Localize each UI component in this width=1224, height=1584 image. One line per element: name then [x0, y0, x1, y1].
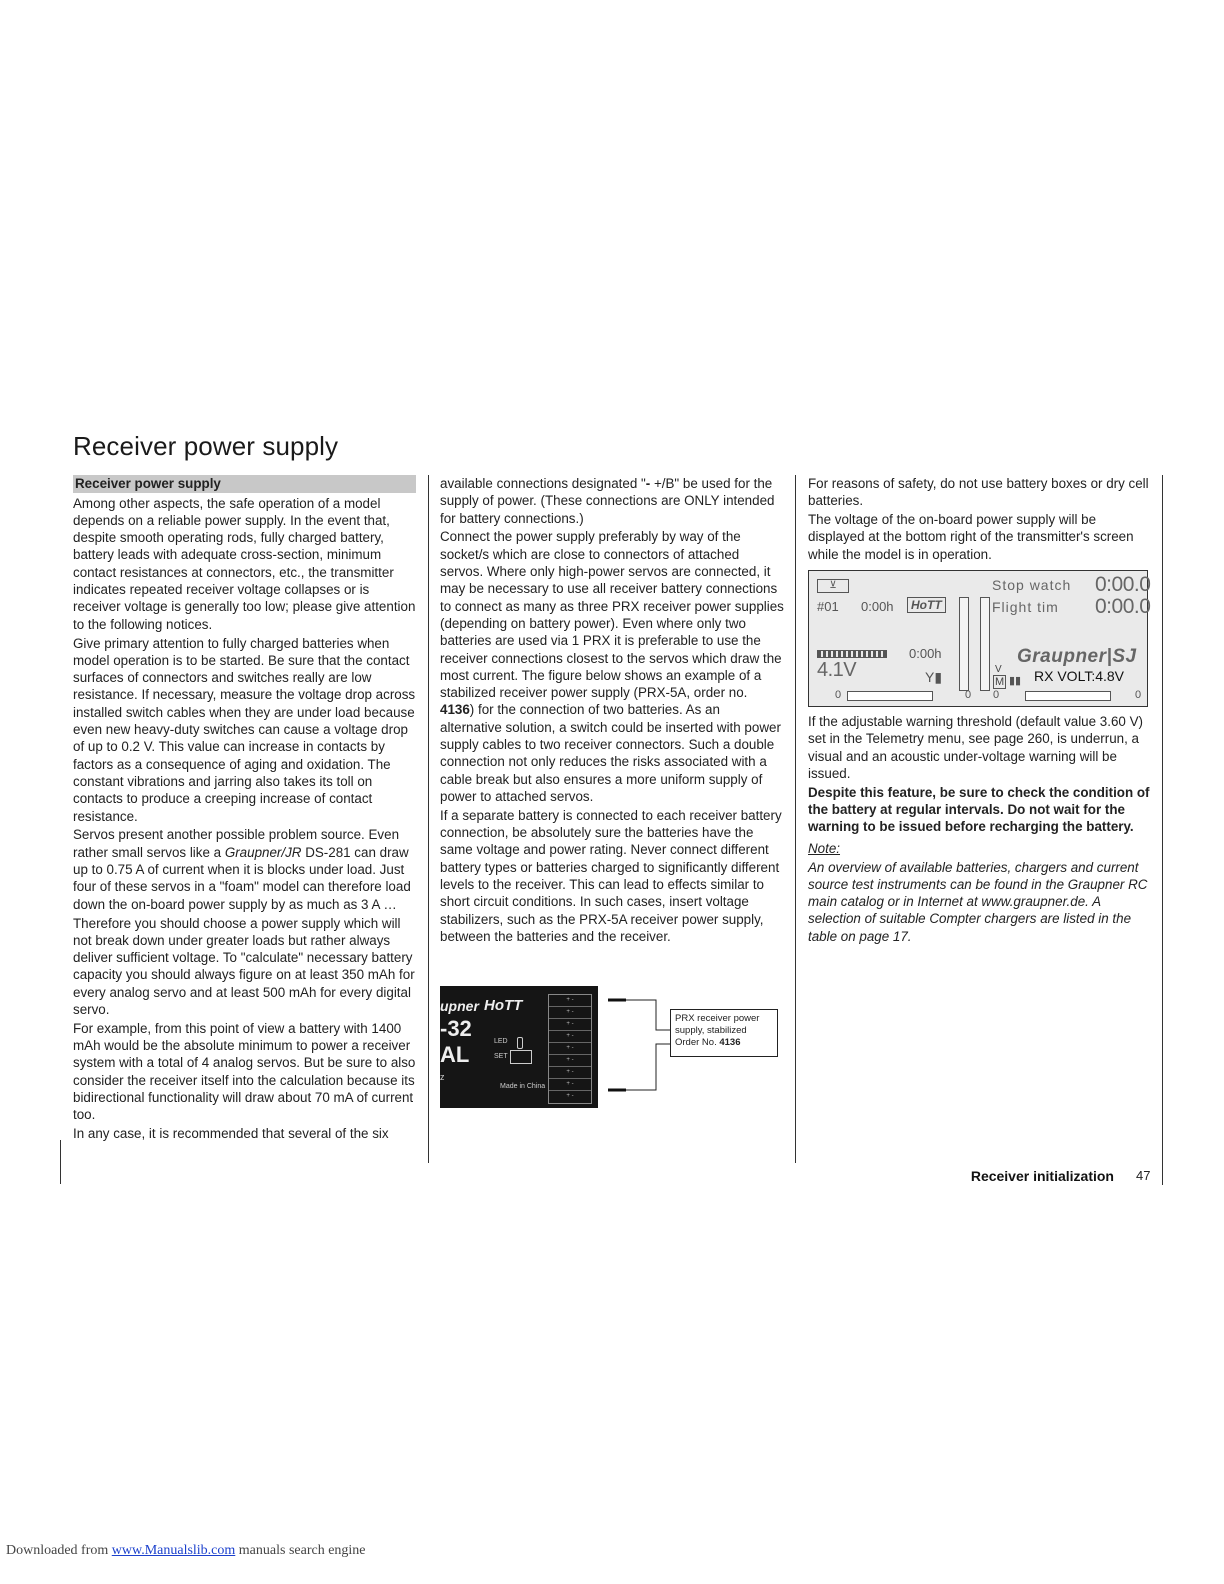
column-rule-1 — [428, 475, 429, 1163]
column-2 — [440, 475, 785, 947]
callout-order-number: 4136 — [719, 1037, 741, 1048]
operating-time: 0:00h — [909, 646, 942, 661]
paragraph-text: Connect the power supply preferably by way of the socket/s which are close to connectors of attached servos. Where only high-power servos are connected, it may be necessary to use all receiver battery connections to connect as many as three PRX receiver power supplies (depending on battery power). Even where only two batteries are used via 1 PRX it is preferable to use the receiver connections closest to the servos which draw the most current. The figure below shows an example of a stabilized receiver power supply (PRX-5A, order no. — [440, 529, 784, 701]
warning-paragraph: Despite this feature, be sure to check the condition of the battery at regular intervals. Do not wait for the warning to be issued before recharging the battery. — [808, 784, 1150, 835]
model-number: #01 — [817, 599, 839, 614]
receiver-hott-logo: HoTT — [484, 997, 523, 1014]
antenna-signal-icon: Y▮ — [925, 669, 943, 685]
trim-zero-2: 0 — [965, 689, 972, 701]
paragraph-text: Servos present another possible problem source. Even rather small servos like a — [73, 827, 400, 860]
pin-row: + - — [549, 1043, 591, 1055]
rx-signal-icon: ▮▮ — [1009, 675, 1022, 687]
paragraph: In any case, it is recommended that several of the six — [73, 1126, 389, 1142]
callout-connector — [606, 994, 676, 1094]
column-3-lower — [808, 713, 1154, 947]
pin-row: + - — [549, 1007, 591, 1019]
order-number: 4136 — [440, 702, 470, 718]
paragraph: The voltage of the on-board power supply will be displayed at the bottom right of the transmitter's screen while the model is in operation. — [808, 512, 1134, 562]
stop-watch-value: 0:00.0 — [1095, 573, 1151, 596]
trim-zero-4: 0 — [1135, 689, 1142, 701]
callout-order — [675, 1037, 773, 1049]
m-label: M — [995, 676, 1005, 688]
receiver-made-in: Made in China — [500, 1083, 546, 1090]
stop-watch-label: Stop watch — [992, 577, 1072, 593]
pin-row: + - — [549, 1067, 591, 1079]
note-text: An overview of available batteries, chargers and current source test instruments can be found in the Graupner RC main catalog or in Internet at www.graupner.de. A selection of suitable Compter chargers are listed in the table on page 17. — [808, 859, 1148, 944]
paragraph — [440, 475, 785, 527]
column-rule-right — [1162, 475, 1163, 1185]
page-title: Receiver power supply — [73, 431, 339, 462]
paragraph-text: ) for the connection of two batteries. As an alternative solution, a switch could be inserted with power supply cables to two receiver connectors. Such a double connection not only reduces the risks associated with a cable break but also ensures a more uniform supply of power to attached servos. — [440, 702, 781, 804]
column-1 — [73, 475, 416, 1144]
callout-order-label: Order No. — [675, 1037, 720, 1048]
paragraph-text: +/B" be used for the supply of power. (These connections are ONLY intended for battery connections.) — [440, 476, 775, 526]
note-title: Note: — [808, 840, 841, 856]
trim-bar-bottom-left — [847, 691, 933, 701]
trim-bar-left — [959, 597, 969, 691]
paragraph — [73, 826, 416, 912]
flight-time-value: 0:00.0 — [1095, 595, 1151, 618]
pin-row: + - — [549, 1019, 591, 1031]
paragraph: Therefore you should choose a power supply which will not break down under greater loads but rather always deliver sufficient voltage. To "calculate" necessary battery capacity you should always figure on at least 350 mAh for every analog servo and at least 500 mAh for every digital servo. — [73, 915, 415, 1017]
paragraph: If a separate battery is connected to each receiver battery connection, be absolutely sure the batteries have the same voltage and power rating. Never connect different battery types or batteries charged to significantly different levels to the receiver. This can lead to effects similar to short circuit conditions. In such cases, insert voltage stabilizers, such as the PRX-5A receiver power supply, between the batteries and the receiver. — [440, 807, 782, 944]
receiver-model: -32 — [440, 1016, 472, 1041]
column-rule-left — [60, 1140, 61, 1184]
receiver-suffix: AL — [440, 1042, 470, 1067]
receiver-figure — [440, 986, 598, 1108]
paragraph: If the adjustable warning threshold (default value 3.60 V) set in the Telemetry menu, see page 260, is underrun, a visual and an acoustic under-voltage warning will be issued. — [808, 714, 1143, 781]
pin-row: + - — [549, 1055, 591, 1067]
paragraph: For reasons of safety, do not use battery boxes or dry cell batteries. — [808, 476, 1149, 509]
trim-bar-right — [980, 597, 990, 691]
download-prefix: Downloaded from — [6, 1543, 112, 1558]
download-suffix: manuals search engine — [235, 1543, 366, 1558]
prx-callout-label — [670, 1009, 778, 1057]
paragraph-text: available connections designated " — [440, 476, 646, 491]
callout-title: PRX receiver power supply, stabilized — [675, 1013, 760, 1036]
brand-name: Graupner/JR — [224, 844, 302, 860]
flight-time-label: Flight tim — [992, 599, 1059, 615]
paragraph: Among other aspects, the safe operation of a model depends on a reliable power supply. In the event that, despite smooth operating rods, fully charged battery, battery leads with adequate cross-section, minimum contact resistances at connectors, etc., the transmitter indicates repeated receiver voltage collapses or is receiver voltage is generally too low; please give attention to the following notices. — [73, 495, 416, 632]
pin-row: + - — [549, 1079, 591, 1091]
paragraph: For example, from this point of view a battery with 1400 mAh would be the absolute minimum to power a receiver system with a total of 4 analog servos. But be sure to also consider the receiver itself into the calculation because its bidirectional functionality will draw about 70 mA of current too. — [73, 1020, 416, 1123]
minus-symbol: - — [645, 476, 651, 491]
paragraph: Give primary attention to fully charged batteries when model operation is to be started. Be sure that the contact surfaces of connectors and switches really are low resistance. If necessary, measure the voltage drop across installed switch cables when they are under load because even new heavy-duty switches can cause a voltage drop of up to 0.2 V. This value can increase in contacts by factors as a consequence of aging and oxidation. The constant vibrations and jarring also takes its toll on contacts to produce a creeping increase of contact resistance. — [73, 635, 416, 824]
receiver-pin-block — [548, 994, 592, 1104]
download-bar — [6, 1543, 366, 1559]
v-label: V — [995, 664, 1002, 675]
paragraph-text: DS-281 can draw up to 0.75 A of current when it is blocks under load. Just four of these servos in a "foam" model can therefore load down the on-board power supply by as much as 3 A … — [73, 844, 411, 912]
model-icon: ⊻ — [817, 579, 849, 593]
receiver-set-label: SET — [494, 1053, 508, 1060]
set-button — [510, 1050, 532, 1064]
rx-voltage: RX VOLT:4.8V — [1034, 668, 1125, 684]
receiver-brand: upner — [440, 998, 479, 1014]
pin-row: + - — [549, 1031, 591, 1043]
manualslib-link[interactable]: www.Manualslib.com — [111, 1543, 236, 1558]
transmitter-lcd-display — [808, 570, 1151, 707]
trim-bar-bottom-right — [1025, 691, 1111, 701]
battery-gauge — [817, 650, 887, 658]
footer-section-title: Receiver initialization — [970, 1168, 1114, 1184]
receiver-z: z — [440, 1072, 445, 1082]
column-3 — [808, 475, 1154, 565]
graupner-logo: Graupner|SJ — [1017, 646, 1137, 667]
led-indicator — [517, 1037, 523, 1049]
section-heading: Receiver power supply — [73, 475, 416, 493]
trim-zero-3: 0 — [993, 689, 1000, 701]
pin-row: + - — [549, 995, 591, 1007]
hott-logo: HoTT — [907, 597, 946, 613]
pin-row: + - — [566, 1093, 574, 1099]
paragraph — [440, 528, 785, 805]
transmitter-voltage: 4.1V — [817, 659, 857, 681]
trim-zero-1: 0 — [835, 689, 842, 701]
model-time: 0:00h — [861, 599, 894, 614]
page-number: 47 — [1136, 1168, 1151, 1183]
receiver-led-label: LED — [494, 1038, 508, 1045]
column-rule-2 — [795, 475, 796, 1163]
